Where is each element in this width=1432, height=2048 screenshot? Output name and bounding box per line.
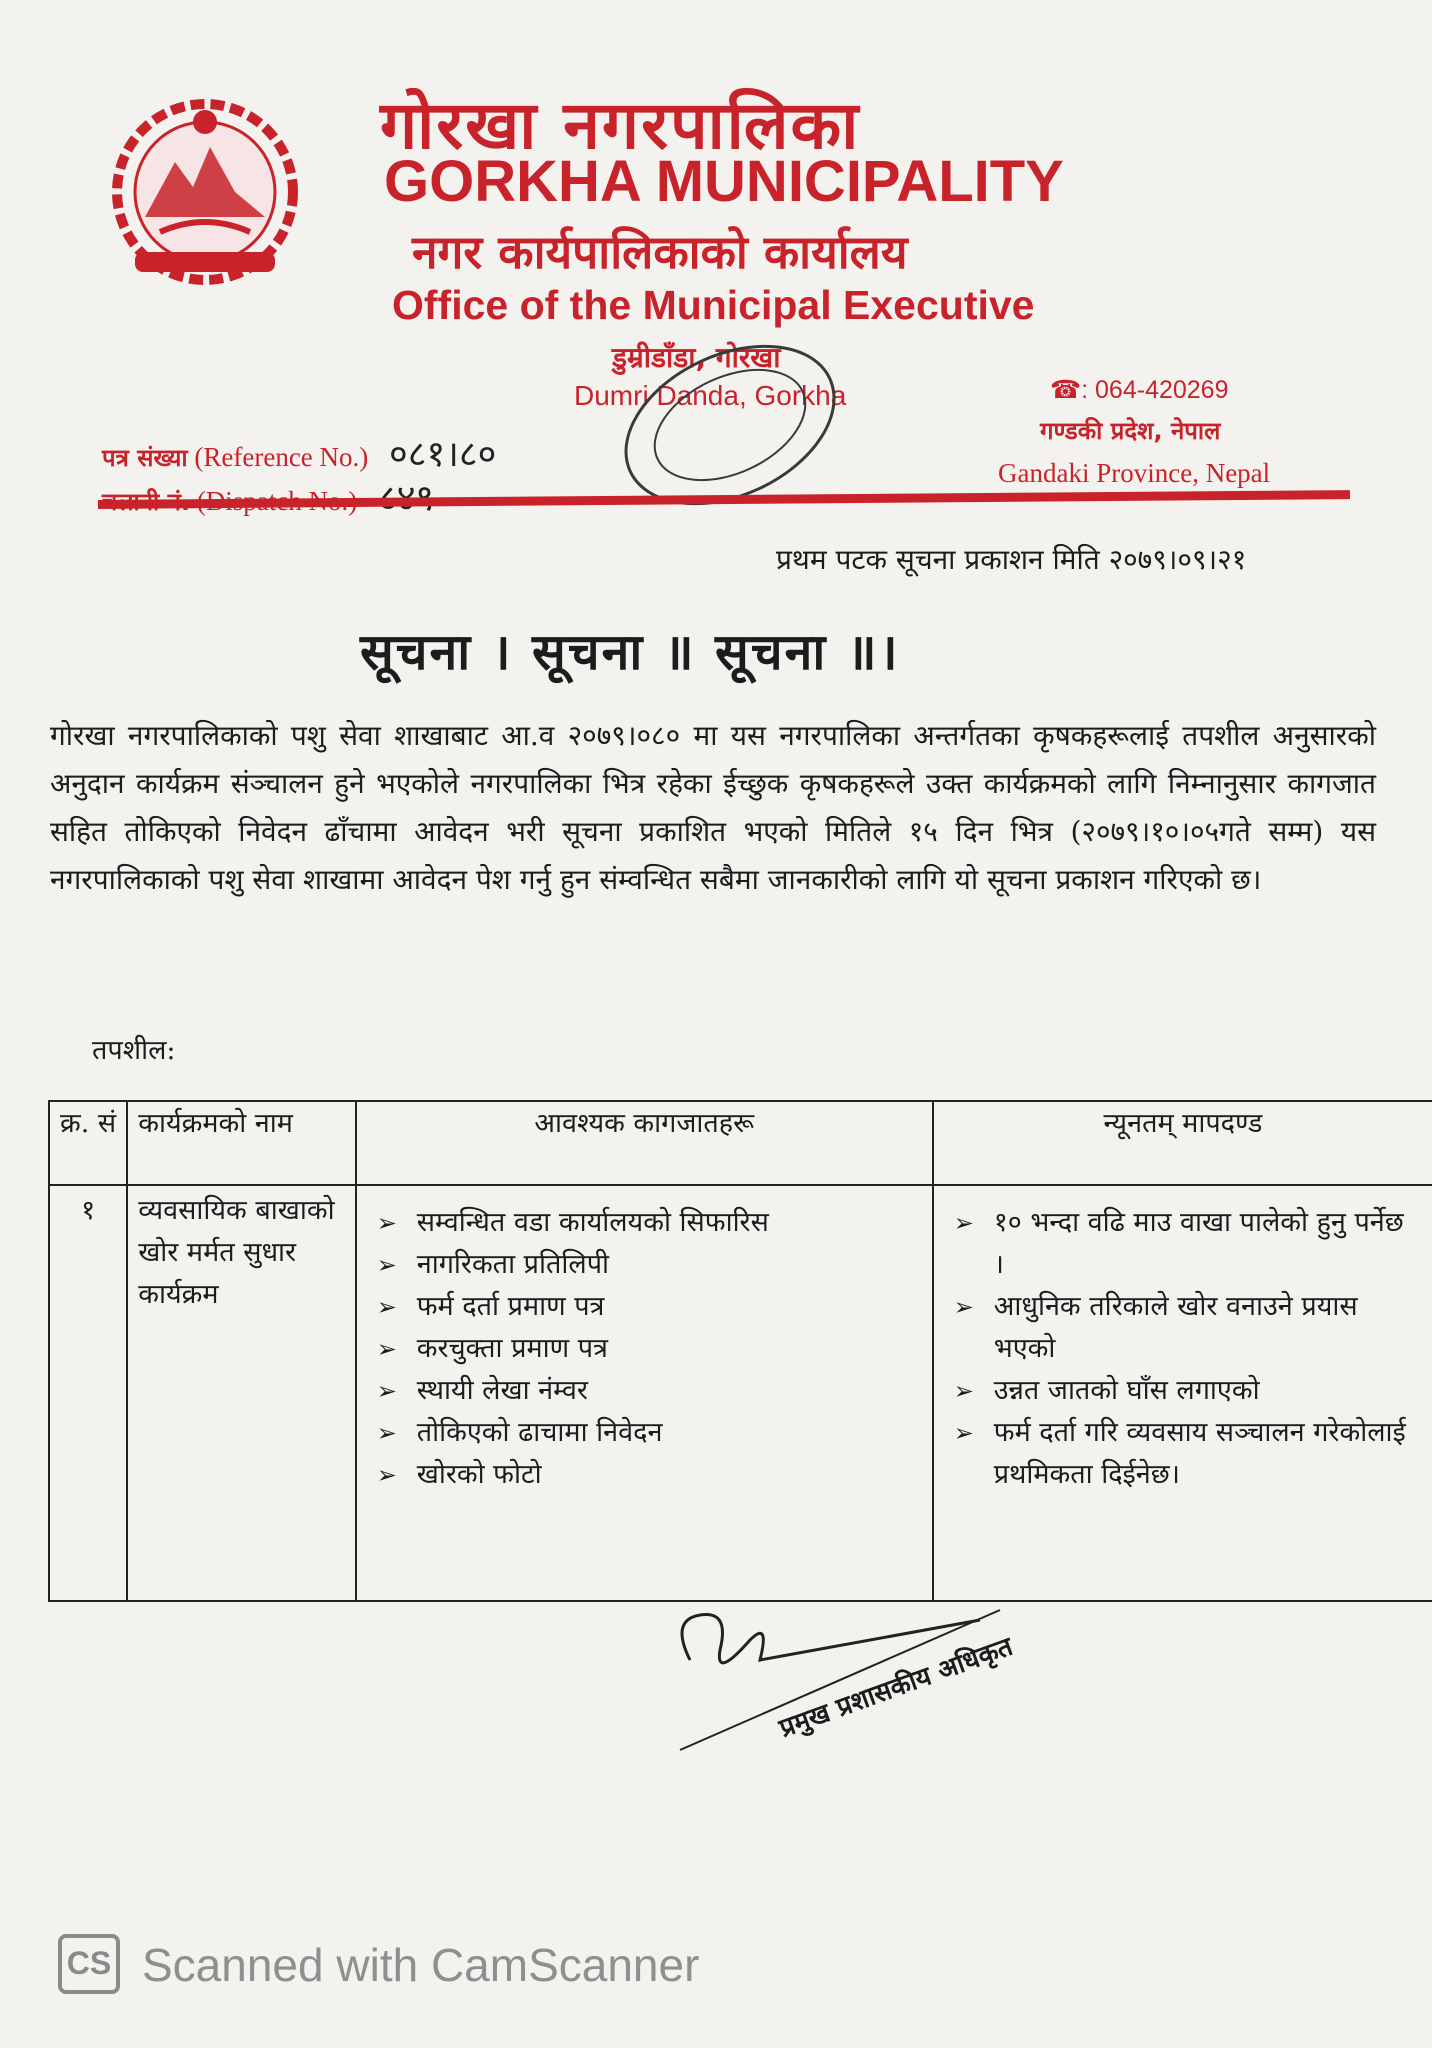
row-documents	[356, 1185, 933, 1601]
document-item: ➢ सम्वन्धित वडा कार्यालयको सिफारिस	[417, 1202, 922, 1244]
notice-title: सूचना । सूचना ॥ सूचना ॥।	[360, 622, 900, 681]
criteria-item: ➢ फर्म दर्ता गरि व्यवसाय सञ्चालन गरेकोलाई प्रथमिकता दिईनेछ।	[994, 1412, 1422, 1496]
document-item: ➢ खोरको फोटो	[417, 1454, 922, 1496]
criteria-item: ➢ आधुनिक तरिकाले खोर वनाउने प्रयास भएको	[994, 1286, 1422, 1370]
nepal-emblem-icon	[105, 92, 305, 292]
province-en: Gandaki Province, Nepal	[998, 458, 1271, 488]
reference-label-np: पत्र संख्या	[102, 444, 188, 472]
row-program: व्यवसायिक बाखाको खोर मर्मत सुधार कार्यक्रम	[127, 1185, 356, 1601]
camscanner-watermark: Scanned with CamScanner	[142, 1939, 700, 1991]
municipality-name-np: गोरखा नगरपालिका	[380, 87, 861, 164]
document-item: ➢ नागरिकता प्रतिलिपी	[417, 1244, 922, 1286]
dispatch-line	[102, 472, 434, 521]
office-name-np: नगर कार्यपालिकाको कार्यालय	[412, 225, 908, 279]
header-criteria: न्यूनतम् मापदण्ड	[933, 1101, 1432, 1185]
header-documents: आवश्यक कागजातहरू	[356, 1101, 933, 1185]
reference-line	[102, 428, 496, 477]
address-en: Dumri Danda, Gorkha	[574, 380, 847, 411]
publish-date-line: प्रथम पटक सूचना प्रकाशन मिति २०७९।०९।२१	[776, 543, 1247, 576]
notice-body: गोरखा नगरपालिकाको पशु सेवा शाखाबाट आ.व २०७९।०८० मा यस नगरपालिका अन्तर्गतका कृषकहरूलाई तपशील अनुसारको अनुदान कार्यक्रम संञ्चालन हुने भएकोले नगरपालिका भित्र रहेका ईच्छुक कृषकहरूले उक्त कार्यक्रमको लागि निम्नानुसार कागजात सहित तोकिएको निवेदन ढाँचामा आवेदन भरी सूचना प्रकाशित भएको मितिले १५ दिन भित्र (२०७९।१०।०५गते सम्म) यस नगरपालिकाको पशु सेवा शाखामा आवेदन पेश गर्नु हुन संम्वन्धित सबैमा जानकारीको लागि यो सूचना प्रकाशन गरिएको छ।	[50, 719, 1376, 896]
table-row	[49, 1185, 1432, 1601]
document-item: ➢ तोकिएको ढाचामा निवेदन	[417, 1412, 922, 1454]
reference-value: ०८१।८०	[389, 434, 497, 475]
municipality-name-en: GORKHA MUNICIPALITY	[384, 149, 1064, 214]
document-item: ➢ फर्म दर्ता प्रमाण पत्र	[417, 1286, 922, 1328]
table-header-row	[49, 1101, 1432, 1185]
province-np: गण्डकी प्रदेश, नेपाल	[1040, 417, 1221, 445]
criteria-item: ➢ उन्नत जातको घाँस लगाएको	[994, 1370, 1422, 1412]
details-label: तपशील:	[92, 1035, 176, 1066]
header-program: कार्यक्रमको नाम	[127, 1101, 356, 1185]
document-item: ➢ स्थायी लेखा नंम्वर	[417, 1370, 922, 1412]
office-stamp	[580, 330, 860, 520]
row-sn: १	[49, 1185, 127, 1601]
criteria-item: ➢ १० भन्दा वढि माउ वाखा पालेको हुनु पर्नेछ ।	[994, 1202, 1422, 1286]
document-item: ➢ करचुक्ता प्रमाण पत्र	[417, 1328, 922, 1370]
row-criteria	[933, 1185, 1432, 1601]
signatory-title: प्रमुख प्रशासकीय अधिकृत	[775, 1631, 1017, 1744]
requirements-table	[48, 1100, 1432, 1602]
phone-number: ☎: 064-420269	[1050, 376, 1229, 404]
header-sn: क्र. सं	[49, 1101, 127, 1185]
reference-label-en: (Reference No.)	[194, 442, 369, 472]
office-name-en: Office of the Municipal Executive	[392, 282, 1035, 328]
camscanner-logo-icon: CS	[58, 1934, 120, 1994]
address-np: डुम्रीडाँडा, गोरखा	[612, 341, 781, 374]
